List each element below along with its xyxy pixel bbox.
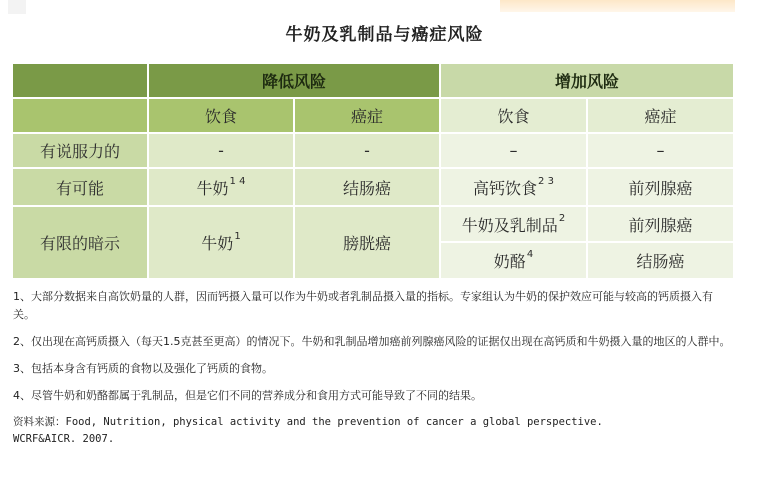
source-line-1: 资料来源：Food, Nutrition, physical activity and the prevention of cancer a global perspective. xyxy=(13,416,603,428)
top-bar xyxy=(0,0,769,14)
subheader-increase-cancer: 癌症 xyxy=(588,99,733,132)
row-label-probable: 有可能 xyxy=(13,169,147,205)
limited-increase-diet-2-text: 奶酪 xyxy=(493,252,526,271)
footnote-3: 3、包括本身含有钙质的食物以及强化了钙质的食物。 xyxy=(13,362,273,375)
limited-increase-cancer-2: 结肠癌 xyxy=(588,243,733,278)
footnotes xyxy=(13,288,733,448)
header-reduce-risk: 降低风险 xyxy=(149,64,439,97)
limited-increase-diet-1-text: 牛奶及乳制品 xyxy=(461,215,558,235)
probable-reduce-diet xyxy=(149,169,293,205)
probable-increase-diet-text: 高钙饮食 xyxy=(473,178,538,198)
limited-reduce-diet-text: 牛奶 xyxy=(201,234,234,253)
footnote-ref: 2 xyxy=(558,212,566,224)
probable-increase-cancer: 前列腺癌 xyxy=(588,169,733,205)
probable-increase-diet xyxy=(441,169,586,205)
probable-reduce-diet-text: 牛奶 xyxy=(196,178,229,198)
source-citation xyxy=(13,414,733,448)
subheader-reduce-diet: 饮食 xyxy=(149,99,293,132)
row-label-convincing: 有说服力的 xyxy=(13,134,147,167)
limited-reduce-cancer: 膀胱癌 xyxy=(295,207,439,278)
limited-reduce-diet xyxy=(149,207,293,278)
convincing-reduce-cancer: - xyxy=(295,134,439,167)
row-label-limited: 有限的暗示 xyxy=(13,207,147,278)
header-increase-risk: 增加风险 xyxy=(441,64,733,97)
footnote-ref: 1 xyxy=(234,231,241,242)
limited-increase-cancer-1: 前列腺癌 xyxy=(588,207,733,241)
probable-reduce-cancer: 结肠癌 xyxy=(295,169,439,205)
footnote-2: 2、仅出现在高钙质摄入（每天1.5克甚至更高）的情况下。牛奶和乳制品增加癌前列腺癌风险的证据仅出现在高钙质和牛奶摄入量的地区的人群中。 xyxy=(13,335,731,348)
corner-header-cell xyxy=(13,64,147,97)
footnote-4: 4、尽管牛奶和奶酪都属于乳制品，但是它们不同的营养成分和食用方式可能导致了不同的结果。 xyxy=(13,389,482,402)
corner-subheader-cell xyxy=(13,99,147,132)
convincing-reduce-diet: - xyxy=(149,134,293,167)
page-title: 牛奶及乳制品与癌症风险 xyxy=(285,25,484,45)
subheader-reduce-cancer: 癌症 xyxy=(295,99,439,132)
convincing-increase-cancer: – xyxy=(588,134,733,167)
footnote-ref: 4 xyxy=(526,249,534,260)
convincing-increase-diet: – xyxy=(441,134,586,167)
top-orange-band xyxy=(500,0,735,12)
footnote-1: 1、大部分数据来自高饮奶量的人群，因而钙摄入量可以作为牛奶或者乳制品摄入量的指标。专家组认为牛奶的保护效应可能与较高的钙质摄入有关。 xyxy=(13,290,713,321)
source-line-2: WCRF&AICR. 2007. xyxy=(13,433,115,445)
footnote-ref: 2 3 xyxy=(538,175,554,187)
risk-table xyxy=(13,64,733,278)
limited-increase-diet-2 xyxy=(441,243,586,278)
top-strip xyxy=(8,0,26,14)
limited-increase-diet-1 xyxy=(441,207,586,241)
subheader-increase-diet: 饮食 xyxy=(441,99,586,132)
footnote-ref: 1 4 xyxy=(229,175,246,187)
